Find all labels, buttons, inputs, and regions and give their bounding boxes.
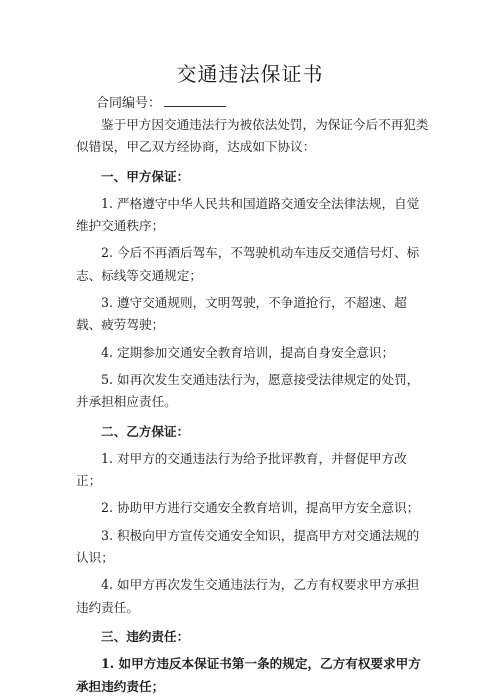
- document-title: 交通违法保证书: [176, 62, 324, 86]
- party-b-item: 1. 对甲方的交通违法行为给予批评教育，并督促甲方改正；: [76, 450, 407, 489]
- party-a-item: 4. 定期参加交通安全教育培训，提高自身安全意识；: [101, 344, 395, 360]
- liability-item: 1. 如甲方违反本保证书第一条的规定，乙方有权要求甲方承担违约责任；: [76, 656, 421, 694]
- party-b-item: 3. 积极向甲方宣传交通安全知识，提高甲方对交通法规的认识；: [76, 527, 420, 566]
- party-a-item: 3. 遵守交通规则，文明驾驶，不争道抢行，不超速、超载、疲劳驾驶；: [76, 295, 407, 333]
- party-a-item: 1. 严格遵守中华人民共和国道路交通安全法律法规，自觉维护交通秩序；: [76, 195, 420, 234]
- section-heading-party-a: 一、甲方保证：: [101, 168, 190, 184]
- intro-paragraph: 鉴于甲方因交通违法行为被依法处罚，为保证今后不再犯类似错误，甲乙双方经协商，达成如下协议：: [76, 117, 429, 155]
- document-body: [76, 114, 430, 698]
- party-b-item: 2. 协助甲方进行交通安全教育培训，提高甲方安全意识；: [101, 500, 420, 516]
- section-heading-party-b: 二、乙方保证：: [101, 423, 190, 439]
- party-b-item: 4. 如甲方再次发生交通违法行为，乙方有权要求甲方承担违约责任。: [76, 577, 420, 615]
- party-a-item: 5. 如再次发生交通违法行为，愿意接受法律规定的处罚，并承担相应责任。: [76, 371, 420, 410]
- section-heading-liability: 三、违约责任：: [101, 628, 190, 644]
- contract-number-blank: [164, 96, 226, 107]
- contract-number-label: 合同编号：: [96, 96, 162, 111]
- party-a-item: 2. 今后不再酒后驾车，不驾驶机动车违反交通信号灯、标志、标线等交通规定；: [76, 245, 420, 283]
- contract-number: [96, 92, 226, 111]
